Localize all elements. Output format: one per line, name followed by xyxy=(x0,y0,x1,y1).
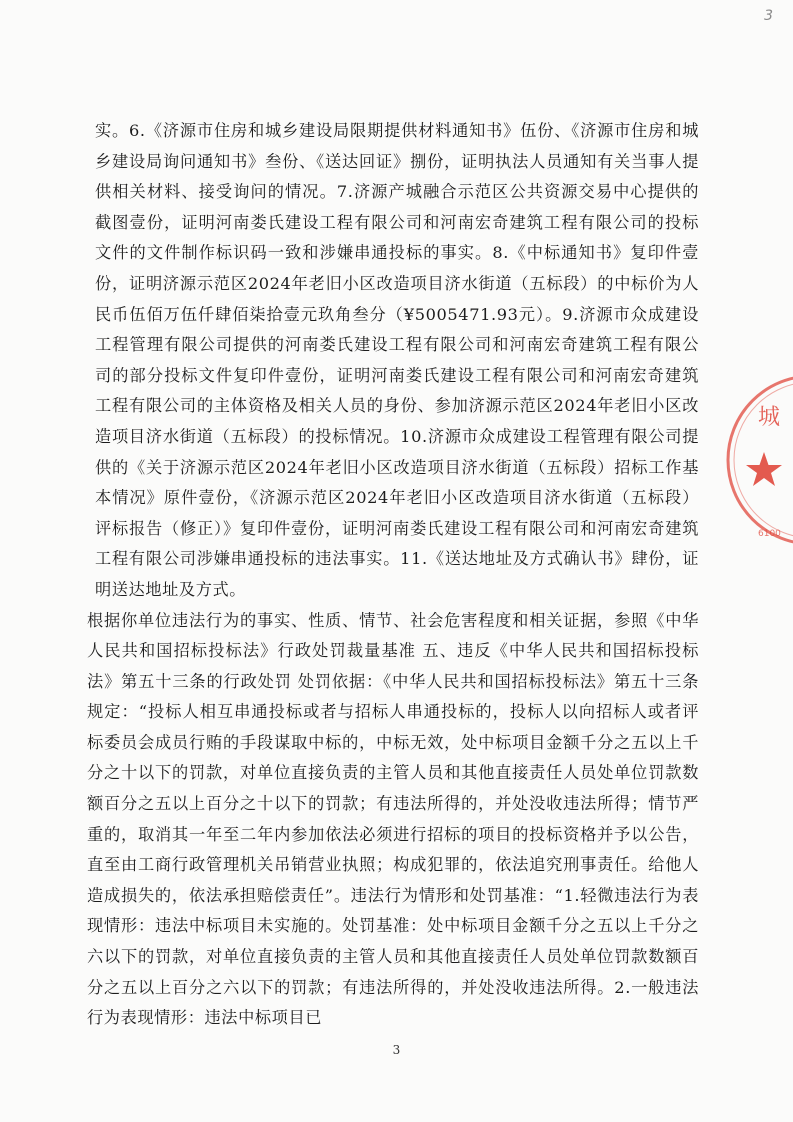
seal-number: 6100 xyxy=(758,529,781,539)
paragraph-penalty-basis: 根据你单位违法行为的事实、性质、情节、社会危害程度和相关证据，参照《中华人民共和国招标投标法》行政处罚裁量基准 五、违反《中华人民共和国招标投标法》第五十三条的行政处罚 处罚依据：《中华人民共和国招标投标法》第五十三条规定：“投标人相互串通投标或者与招标人串通投标的，投标人以向招标人或者评标委员会成员行贿的手段谋取中标的，中标无效，处中标项目金额千分之五以上千分之十以下的罚款，对单位直接负责的主管人员和其他直接责任人员处单位罚款数额百分之五以上百分之十以下的罚款；有违法所得的，并处没收违法所得；情节严重的，取消其一年至二年内参加依法必须进行招标的项目的投标资格并予以公告，直至由工商行政管理机关吊销营业执照；构成犯罪的，依法追究刑事责任。给他人造成损失的，依法承担赔偿责任”。违法行为情形和处罚基准：“1.轻微违法行为表现情形：违法中标项目未实施的。处罚基准：处中标项目金额千分之五以上千分之六以下的罚款，对单位直接负责的主管人员和其他直接责任人员处单位罚款数额百分之五以上百分之六以下的罚款；有违法所得的，并处没收违法所得。2.一般违法行为表现情形：违法中标项目已 xyxy=(87,610,699,1028)
seal-graphic xyxy=(720,372,793,552)
document-body xyxy=(87,116,699,1034)
red-seal-stamp xyxy=(720,372,793,552)
page-number: 3 xyxy=(392,1043,401,1057)
handwritten-page-mark: 3 xyxy=(764,8,773,24)
paragraph-evidence-list: 实。6.《济源市住房和城乡建设局限期提供材料通知书》伍份、《济源市住房和城乡建设局询问通知书》叁份、《送达回证》捌份，证明执法人员通知有关当事人提供相关材料、接受询问的情况。7.济源产城融合示范区公共资源交易中心提供的截图壹份，证明河南娄氏建设工程有限公司和河南宏奇建筑工程有限公司的投标文件的文件制作标识码一致和涉嫌串通投标的事实。8.《中标通知书》复印件壹份，证明济源示范区2024年老旧小区改造项目济水街道（五标段）的中标价为人民币伍佰万伍仟肆佰柒拾壹元玖角叁分（¥5005471.93元）。9.济源市众成建设工程管理有限公司提供的河南娄氏建设工程有限公司和河南宏奇建筑工程有限公司的部分投标文件复印件壹份，证明河南娄氏建设工程有限公司和河南宏奇建筑工程有限公司的主体资格及相关人员的身份、参加济源示范区2024年老旧小区改造项目济水街道（五标段）的投标情况。10.济源市众成建设工程管理有限公司提供的《关于济源示范区2024年老旧小区改造项目济水街道（五标段）招标工作基本情况》原件壹份，《济源示范区2024年老旧小区改造项目济水街道（五标段）评标报告（修正）》复印件壹份，证明河南娄氏建设工程有限公司和河南宏奇建筑工程有限公司涉嫌串通投标的违法事实。11.《送达地址及方式确认书》肆份，证明送达地址及方式。 xyxy=(95,121,699,599)
seal-text: 城 xyxy=(758,405,781,430)
seal-star-icon xyxy=(746,452,782,486)
